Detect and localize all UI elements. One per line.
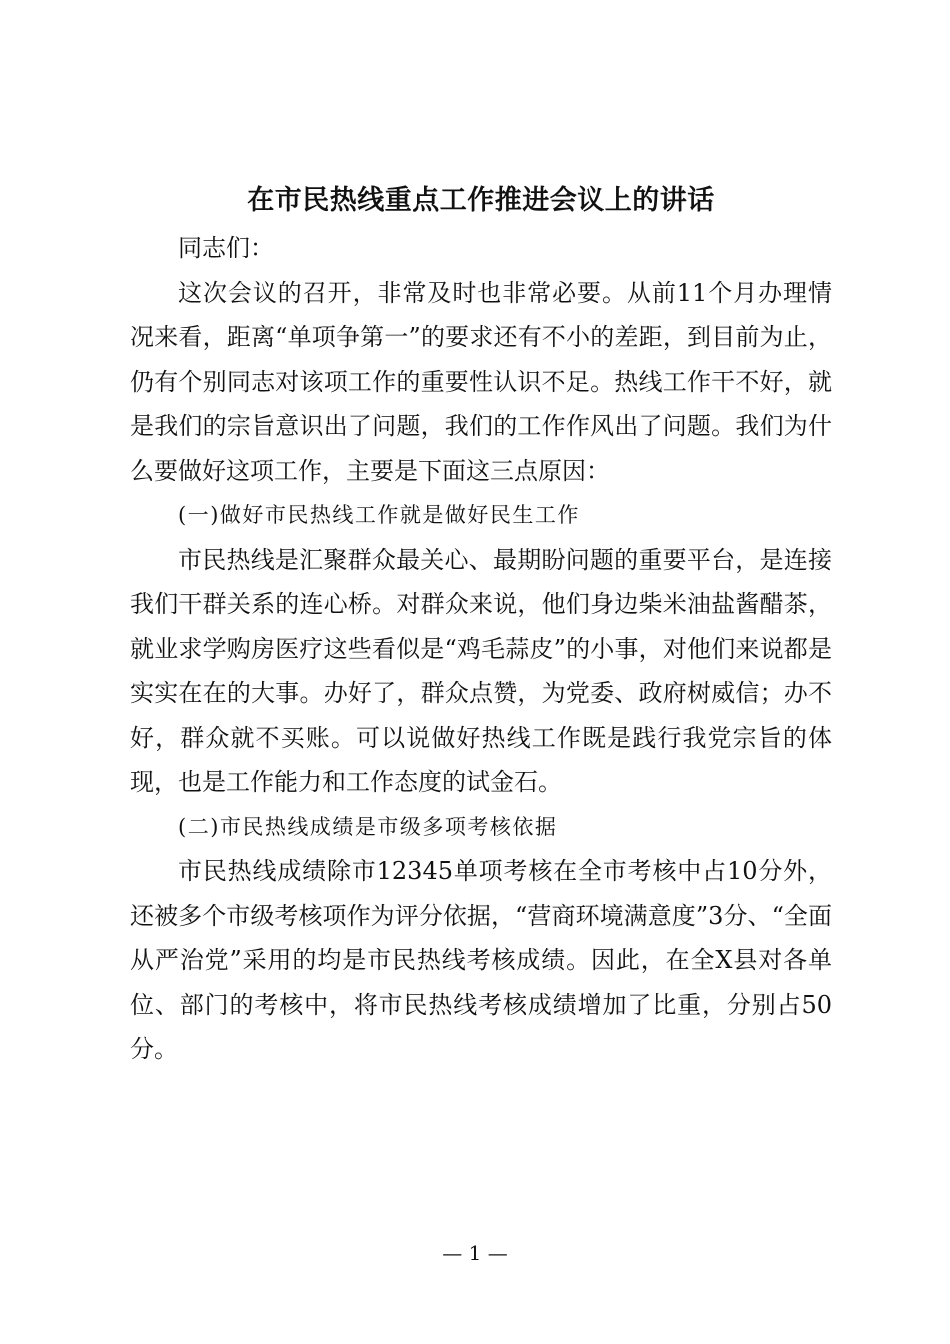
section-heading-1: (一)做好市民热线工作就是做好民生工作 (178, 503, 580, 527)
section-heading-2: (二)市民热线成绩是市级多项考核依据 (178, 814, 558, 839)
page-number: — 1 — (442, 1241, 508, 1265)
document-title: 在市民热线重点工作推进会议上的讲话 (247, 185, 715, 216)
document-body (130, 178, 832, 1072)
salutation: 同志们： (178, 234, 274, 262)
section-body-1: 市民热线是汇聚群众最关心、最期盼问题的重要平台，是连接我们干群关系的连心桥。对群众来说，他们身边柴米油盐酱醋茶，就业求学购房医疗这些看似是“鸡毛蒜皮”的小事，对他们来说都是实实在在的大事。办好了，群众点赞，为党委、政府树威信；办不好，群众就不买账。可以说做好热线工作既是践行我党宗旨的体现，也是工作能力和工作态度的试金石。 (130, 545, 832, 796)
intro-paragraph: 这次会议的召开，非常及时也非常必要。从前11个月办理情况来看，距离“单项争第一”的要求还有不小的差距，到目前为止，仍有个别同志对该项工作的重要性认识不足。热线工作干不好，就是我们的宗旨意识出了问题，我们的工作作风出了问题。我们为什么要做好这项工作，主要是下面这三点原因： (130, 278, 832, 485)
section-body-2: 市民热线成绩除市12345单项考核在全市考核中占10分外，还被多个市级考核项作为评分依据，“营商环境满意度”3分、“全面从严治党”采用的均是市民热线考核成绩。因此，在全X县对各单位、部门的考核中，将市民热线考核成绩增加了比重，分别占50分。 (130, 857, 832, 1063)
